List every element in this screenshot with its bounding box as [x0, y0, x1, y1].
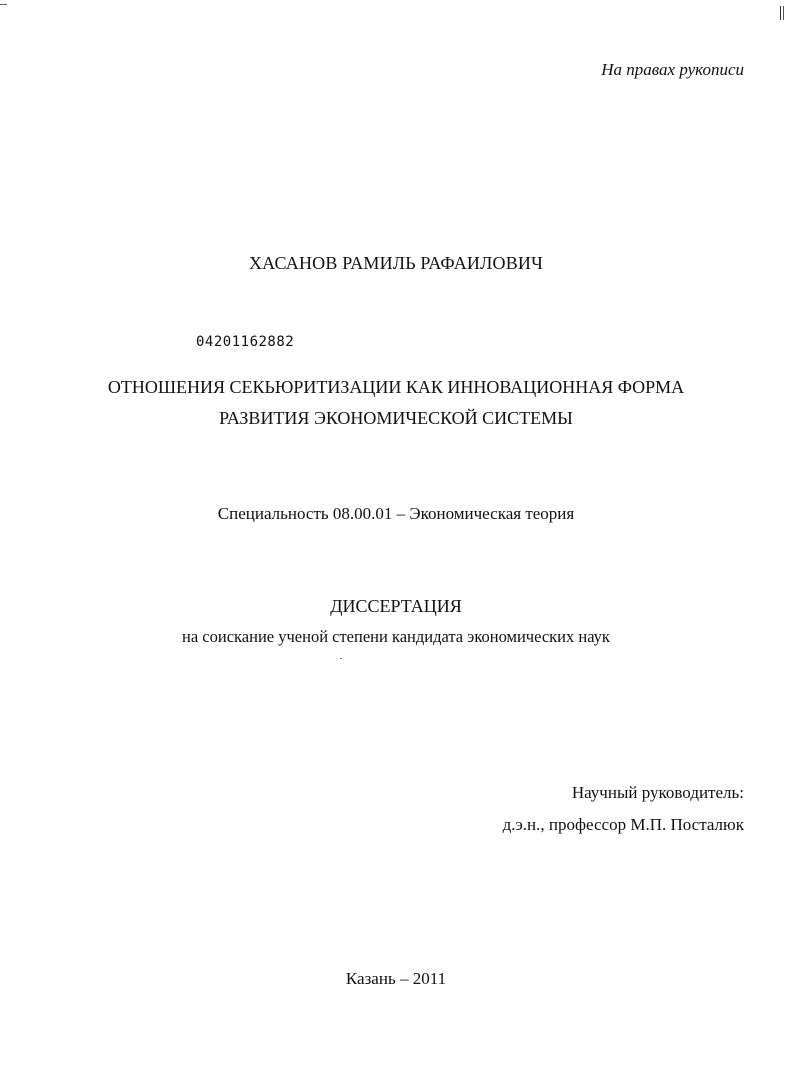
scan-edge-mark [0, 4, 7, 5]
manuscript-rights-note: На правах рукописи [601, 60, 744, 79]
dissertation-title-line-1: ОТНОШЕНИЯ СЕКЬЮРИТИЗАЦИИ КАК ИННОВАЦИОННАЯ ФОРМА [107, 377, 685, 397]
scan-speck [340, 658, 342, 659]
advisor-label: Научный руководитель: [571, 783, 744, 802]
degree-line: на соискание ученой степени кандидата экономических наук [182, 627, 610, 646]
registry-number: 04201162882 [196, 334, 295, 350]
city-year: Казань – 2011 [345, 969, 447, 988]
dissertation-title-line-2: РАЗВИТИЯ ЭКОНОМИЧЕСКОЙ СИСТЕМЫ [219, 408, 573, 428]
advisor-name: д.э.н., профессор М.П. Посталюк [502, 815, 744, 834]
document-type: ДИССЕРТАЦИЯ [330, 596, 462, 616]
scan-edge-mark-right [780, 6, 784, 20]
author-name: ХАСАНОВ РАМИЛЬ РАФАИЛОВИЧ [248, 253, 544, 273]
specialty-line: Специальность 08.00.01 – Экономическая теория [217, 504, 575, 523]
